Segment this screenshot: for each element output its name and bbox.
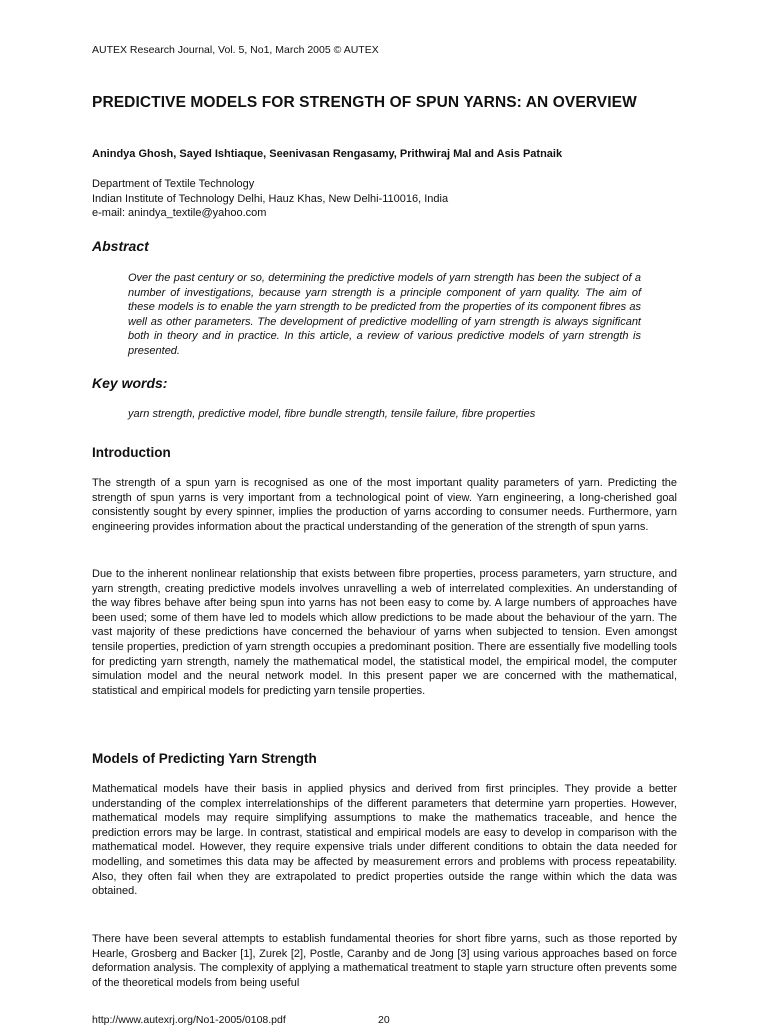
introduction-paragraph-1: The strength of a spun yarn is recognised as one of the most important quality parameters of yarn. Predicting the strength of spun yarns is very important from a technological point of view. Yarn engineering, a long-cherished goal consistently sought by every spinner, implies the production of yarns according to consumer needs. Furthermore, yarn engineering provides information about the practical understanding of the generation of the strength of spun yarns. bbox=[92, 477, 677, 533]
affiliation-email: e-mail: anindya_textile@yahoo.com bbox=[92, 207, 267, 220]
paper-title: PREDICTIVE MODELS FOR STRENGTH OF SPUN YARNS: AN OVERVIEW bbox=[92, 94, 637, 111]
abstract-heading: Abstract bbox=[92, 238, 149, 254]
models-heading: Models of Predicting Yarn Strength bbox=[92, 751, 317, 766]
introduction-heading: Introduction bbox=[92, 445, 171, 460]
affiliation-institute: Indian Institute of Technology Delhi, Hauz Khas, New Delhi-110016, India bbox=[92, 192, 449, 205]
introduction-paragraph-2: Due to the inherent nonlinear relationship that exists between fibre properties, process parameters, yarn structure, and yarn strength, creating predictive models involves unravelling a web of interrelated complexities. An understanding of the way fibres behave after being spun into yarns has not been easy to come by. A large numbers of approaches have been used; some of them have led to models which allow predictions to be made about the behaviour of the yarn. The vast majority of these predictions have concerned the behaviour of yarns when subjected to tension. Even amongst tensile properties, prediction of yarn strength occupies a predominant position. There are essentially five modelling tools for predicting yarn strength, namely the mathematical model, the statistical model, the empirical model, the computer simulation model and the neural network model. In this present paper we are concerned with the mathematical, statistical and empirical models for predicting yarn tensile properties. bbox=[92, 568, 677, 697]
author-list: Anindya Ghosh, Sayed Ishtiaque, Seenivasan Rengasamy, Prithwiraj Mal and Asis Patnaik bbox=[92, 148, 563, 160]
keywords-heading: Key words: bbox=[92, 375, 168, 391]
running-head: AUTEX Research Journal, Vol. 5, No1, March 2005 © AUTEX bbox=[92, 44, 379, 56]
affiliation-department: Department of Textile Technology bbox=[92, 178, 255, 190]
keywords-text: yarn strength, predictive model, fibre bundle strength, tensile failure, fibre properties bbox=[128, 408, 536, 420]
models-paragraph-2: There have been several attempts to establish fundamental theories for short fibre yarns, such as those reported by Hearle, Grosberg and Backer [1], Zurek [2], Postle, Caranby and de Jong [3] using various approaches based on force deformation analysis. The complexity of applying a mathematical treatment to staple yarn structure often prevents some of the theoretical models from being useful bbox=[92, 933, 677, 989]
page-number: 20 bbox=[378, 1014, 390, 1026]
models-paragraph-1: Mathematical models have their basis in applied physics and derived from first principles. They provide a better understanding of the complex interrelationships of the different parameters that determine yarn properties. However, mathematical models may require simplifying assumptions to make the mathematics traceable, and hence the prediction errors may be large. In contrast, statistical and empirical models are easy to develop in comparison with the mathematical model. However, they require expensive trials under different conditions to obtain the data needed for modelling, and sometimes this data may be affected by measurement errors and problems with process repeatability. Also, they often fail when they are extrapolated to predict properties outside the range within which the data was obtained. bbox=[92, 783, 677, 898]
abstract-text: Over the past century or so, determining the predictive models of yarn strength has been the subject of a number of investigations, because yarn strength is a principle component of yarn quality. The aim of these models is to enable the yarn strength to be predicted from the properties of its component fibres as well as other parameters. The development of predictive modelling of yarn strength is always significant both in theory and in practice. In this article, a review of various predictive models of yarn strength is presented. bbox=[128, 272, 641, 357]
footer-url: http://www.autexrj.org/No1-2005/0108.pdf bbox=[92, 1014, 286, 1026]
affiliation-block bbox=[92, 177, 448, 221]
